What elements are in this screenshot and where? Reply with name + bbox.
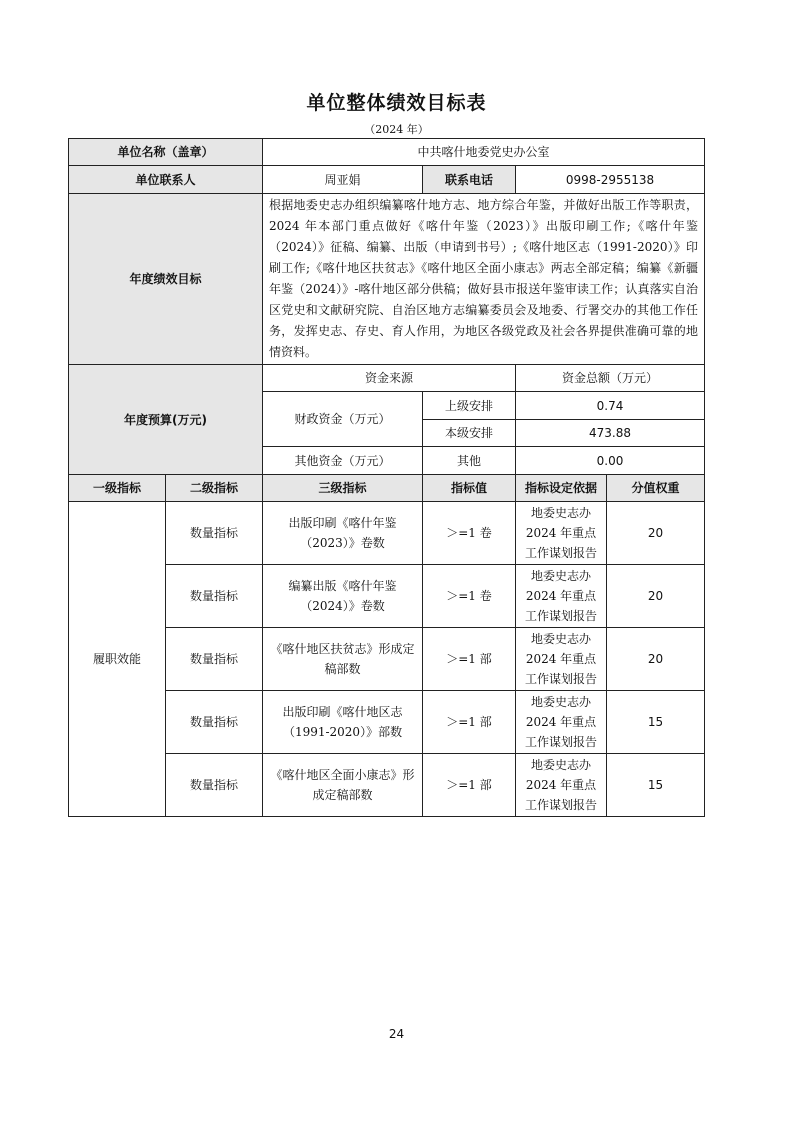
- other-value: 0.00: [516, 447, 705, 475]
- level3-cell: 《喀什地区全面小康志》形成定稿部数: [263, 754, 423, 817]
- value-cell: ＞=1 卷: [423, 502, 516, 565]
- other-sub-label: 其他: [423, 447, 516, 475]
- basis-cell: 地委史志办 2024 年重点工作谋划报告: [516, 565, 607, 628]
- level2-cell: 数量指标: [166, 691, 263, 754]
- level3-cell: 出版印刷《喀什地区志（1991-2020）》部数: [263, 691, 423, 754]
- unit-name-label: 单位名称（盖章）: [69, 139, 263, 166]
- local-value: 473.88: [516, 420, 705, 447]
- goal-label: 年度绩效目标: [69, 194, 263, 365]
- source-header: 资金来源: [263, 365, 516, 392]
- unit-name-row: [69, 139, 705, 166]
- basis-cell: 地委史志办 2024 年重点工作谋划报告: [516, 754, 607, 817]
- weight-cell: 15: [607, 691, 705, 754]
- value-cell: ＞=1 部: [423, 628, 516, 691]
- unit-name-value: 中共喀什地委党史办公室: [263, 139, 705, 166]
- goal-row: [69, 194, 705, 365]
- performance-goal-table: [68, 138, 705, 817]
- header-value: 指标值: [423, 475, 516, 502]
- other-label: 其他资金（万元）: [263, 447, 423, 475]
- contact-label: 单位联系人: [69, 166, 263, 194]
- level3-cell: 《喀什地区扶贫志》形成定稿部数: [263, 628, 423, 691]
- header-level1: 一级指标: [69, 475, 166, 502]
- indicator-header-row: [69, 475, 705, 502]
- weight-cell: 20: [607, 628, 705, 691]
- page-number: 24: [388, 1027, 405, 1041]
- budget-label: 年度预算(万元): [69, 365, 263, 475]
- fiscal-label: 财政资金（万元）: [263, 392, 423, 447]
- level2-cell: 数量指标: [166, 565, 263, 628]
- level2-cell: 数量指标: [166, 628, 263, 691]
- basis-cell: 地委史志办 2024 年重点工作谋划报告: [516, 691, 607, 754]
- weight-cell: 20: [607, 565, 705, 628]
- header-weight: 分值权重: [607, 475, 705, 502]
- page-title: 单位整体绩效目标表: [306, 92, 487, 114]
- contact-row: [69, 166, 705, 194]
- weight-cell: 15: [607, 754, 705, 817]
- budget-header-row: [69, 365, 705, 392]
- total-header: 资金总额（万元）: [516, 365, 705, 392]
- phone-value: 0998-2955138: [516, 166, 705, 194]
- upper-value: 0.74: [516, 392, 705, 420]
- upper-label: 上级安排: [423, 392, 516, 420]
- value-cell: ＞=1 部: [423, 691, 516, 754]
- phone-label: 联系电话: [423, 166, 516, 194]
- level2-cell: 数量指标: [166, 754, 263, 817]
- local-label: 本级安排: [423, 420, 516, 447]
- level1-cell: 履职效能: [69, 502, 166, 817]
- level3-cell: 编纂出版《喀什年鉴（2024）》卷数: [263, 565, 423, 628]
- level2-cell: 数量指标: [166, 502, 263, 565]
- value-cell: ＞=1 卷: [423, 565, 516, 628]
- year-subtitle: （2024 年）: [364, 123, 429, 136]
- basis-cell: 地委史志办 2024 年重点工作谋划报告: [516, 502, 607, 565]
- header-level2: 二级指标: [166, 475, 263, 502]
- contact-value: 周亚娟: [263, 166, 423, 194]
- weight-cell: 20: [607, 502, 705, 565]
- header-level3: 三级指标: [263, 475, 423, 502]
- basis-cell: 地委史志办 2024 年重点工作谋划报告: [516, 628, 607, 691]
- goal-text: 根据地委史志办组织编纂喀什地方志、地方综合年鉴，并做好出版工作等职责，2024 年本部门重点做好《喀什年鉴（2023）》出版印刷工作;《喀什年鉴（2024）》征稿、编纂、出版（申请到书号）;《喀什地区志（1991-2020）》印刷工作;《喀什地区扶贫志》《喀什地区全面小康志》两志全部定稿；编纂《新疆年鉴（2024）》-喀什地区部分供稿；做好县市报送年鉴审读工作；认真落实自治区党史和文献研究院、自治区地方志编纂委员会及地委、行署交办的其他工作任务，发挥史志、存史、育人作用，为地区各级党政及社会各界提供准确可靠的地情资料。: [263, 194, 705, 365]
- level3-cell: 出版印刷《喀什年鉴（2023）》卷数: [263, 502, 423, 565]
- header-basis: 指标设定依据: [516, 475, 607, 502]
- indicator-row: [69, 502, 705, 565]
- value-cell: ＞=1 部: [423, 754, 516, 817]
